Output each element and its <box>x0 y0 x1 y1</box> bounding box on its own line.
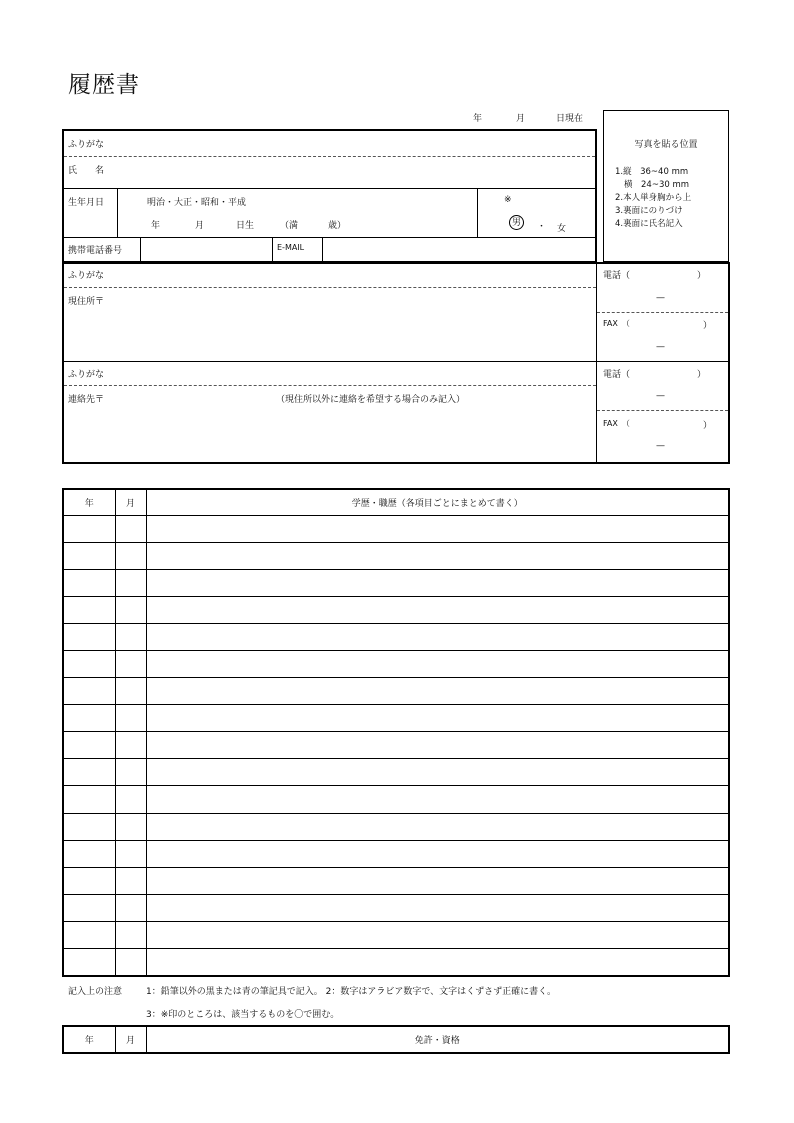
divider <box>64 287 596 288</box>
history-row <box>63 515 729 542</box>
history-row <box>63 650 729 677</box>
divider <box>596 263 597 463</box>
divider <box>322 237 323 262</box>
history-cell-month[interactable] <box>115 759 146 786</box>
history-row <box>63 921 729 948</box>
history-cell-month[interactable] <box>115 840 146 867</box>
divider <box>64 385 596 386</box>
history-cell-content[interactable] <box>146 678 729 705</box>
address-fax-label: FAX （ <box>603 319 630 328</box>
history-cell-month[interactable] <box>115 732 146 759</box>
history-col-content: 学歴・職歴（各項目ごとにまとめて書く） <box>146 489 729 515</box>
history-row <box>63 623 729 650</box>
birth-month-label: 月 <box>195 221 205 231</box>
history-row <box>63 596 729 623</box>
divider <box>272 237 273 262</box>
history-cell-month[interactable] <box>115 705 146 732</box>
history-cell-month[interactable] <box>115 786 146 813</box>
history-cell-month[interactable] <box>115 569 146 596</box>
gender-female-option[interactable]: 女 <box>557 224 567 234</box>
photo-instruction-2: 2.本人単身胸から上 <box>615 193 692 203</box>
history-row <box>63 759 729 786</box>
notes-heading: 記入上の注意 <box>68 987 123 997</box>
history-cell-year[interactable] <box>63 705 115 732</box>
history-cell-month[interactable] <box>115 949 146 976</box>
divider <box>477 188 478 237</box>
male-circle: 男 <box>509 215 524 230</box>
era-options[interactable]: 明治・大正・昭和・平成 <box>147 198 247 208</box>
history-cell-content[interactable] <box>146 705 729 732</box>
divider <box>597 410 728 411</box>
history-cell-month[interactable] <box>115 515 146 542</box>
history-cell-year[interactable] <box>63 650 115 677</box>
contact-phone-label: 電話（ <box>603 370 631 380</box>
date-day-label: 日現在 <box>556 114 584 124</box>
divider <box>64 156 595 157</box>
history-cell-year[interactable] <box>63 732 115 759</box>
history-row <box>63 678 729 705</box>
history-col-year: 年 <box>63 489 115 515</box>
history-row <box>63 949 729 976</box>
history-cell-month[interactable] <box>115 867 146 894</box>
history-row <box>63 705 729 732</box>
address-phone-dash: — <box>656 293 665 303</box>
address-phone-close: ） <box>697 271 707 281</box>
history-cell-content[interactable] <box>146 813 729 840</box>
history-row <box>63 569 729 596</box>
photo-instruction-3: 3.裏面にのりづけ <box>615 206 683 216</box>
history-cell-year[interactable] <box>63 786 115 813</box>
history-cell-year[interactable] <box>63 623 115 650</box>
history-cell-content[interactable] <box>146 786 729 813</box>
note-mark: ※ <box>504 195 512 205</box>
history-table <box>62 488 730 977</box>
history-cell-content[interactable] <box>146 867 729 894</box>
license-header-row <box>63 1026 729 1053</box>
license-table <box>62 1025 730 1054</box>
history-cell-month[interactable] <box>115 921 146 948</box>
name-input[interactable] <box>170 158 590 186</box>
contact-phone-input[interactable] <box>600 378 725 406</box>
furigana-label: ふりがな <box>68 140 105 150</box>
email-label: E-MAIL <box>277 243 305 252</box>
history-cell-year[interactable] <box>63 813 115 840</box>
history-cell-year[interactable] <box>63 840 115 867</box>
photo-instruction-1b: 横 24~30 mm <box>624 180 690 190</box>
license-col-month: 月 <box>115 1026 146 1053</box>
contact-label: 連絡先〒 <box>68 395 105 405</box>
history-cell-year[interactable] <box>63 569 115 596</box>
history-cell-month[interactable] <box>115 542 146 569</box>
birth-day-label: 日生 <box>236 221 255 231</box>
history-cell-month[interactable] <box>115 813 146 840</box>
birth-year-label: 年 <box>151 221 161 231</box>
history-cell-content[interactable] <box>146 569 729 596</box>
history-cell-content[interactable] <box>146 515 729 542</box>
history-cell-content[interactable] <box>146 596 729 623</box>
history-row <box>63 894 729 921</box>
history-header-row <box>63 489 729 515</box>
history-cell-year[interactable] <box>63 894 115 921</box>
history-cell-year[interactable] <box>63 542 115 569</box>
address-phone-label: 電話（ <box>603 271 631 281</box>
history-col-month: 月 <box>115 489 146 515</box>
address-fax-dash: — <box>656 342 665 352</box>
address-fax-close: ） <box>703 321 713 331</box>
contact-furigana-label: ふりがな <box>68 370 105 380</box>
history-cell-content[interactable] <box>146 542 729 569</box>
contact-phone-close: ） <box>697 370 707 380</box>
photo-instruction-1: 1.縦 36~40 mm <box>615 167 689 177</box>
history-cell-content[interactable] <box>146 921 729 948</box>
history-row <box>63 813 729 840</box>
history-cell-month[interactable] <box>115 678 146 705</box>
address-furigana-input[interactable] <box>140 265 590 285</box>
history-cell-year[interactable] <box>63 921 115 948</box>
date-year-label: 年 <box>473 114 483 124</box>
history-cell-content[interactable] <box>146 949 729 976</box>
gender-male-option[interactable] <box>509 215 524 230</box>
history-row <box>63 867 729 894</box>
divider <box>140 237 141 262</box>
photo-box-title: 写真を貼る位置 <box>634 140 698 150</box>
photo-instruction-4: 4.裏面に氏名記入 <box>615 219 683 229</box>
history-row <box>63 542 729 569</box>
history-row <box>63 786 729 813</box>
address-input[interactable] <box>120 290 590 358</box>
notes-line-1: 1：鉛筆以外の黒または青の筆記具で記入。 2：数字はアラビア数字で、文字はくずさず正確に書く。 <box>146 987 556 997</box>
history-cell-year[interactable] <box>63 678 115 705</box>
contact-note: （現住所以外に連絡を希望する場合のみ記入） <box>276 395 466 405</box>
history-cell-year[interactable] <box>63 596 115 623</box>
address-furigana-label: ふりがな <box>68 271 105 281</box>
mobile-input[interactable] <box>142 239 270 261</box>
divider <box>64 188 595 189</box>
history-cell-month[interactable] <box>115 596 146 623</box>
license-col-year: 年 <box>63 1026 115 1053</box>
history-cell-month[interactable] <box>115 623 146 650</box>
contact-phone-dash: — <box>656 391 665 401</box>
mobile-label: 携帯電話番号 <box>68 246 123 256</box>
email-input[interactable] <box>324 239 594 261</box>
contact-fax-label: FAX （ <box>603 419 630 428</box>
history-cell-year[interactable] <box>63 867 115 894</box>
history-cell-month[interactable] <box>115 894 146 921</box>
address-label: 現住所〒 <box>68 297 105 307</box>
notes-line-2: 3：※印のところは、該当するものを〇で囲む。 <box>146 1010 340 1020</box>
history-cell-year[interactable] <box>63 949 115 976</box>
contact-input[interactable] <box>120 406 590 460</box>
license-col-content: 免許・資格 <box>146 1026 729 1053</box>
divider <box>117 188 118 237</box>
history-cell-content[interactable] <box>146 894 729 921</box>
name-label: 氏 名 <box>68 166 105 176</box>
history-cell-content[interactable] <box>146 732 729 759</box>
gender-separator: ・ <box>537 222 547 232</box>
photo-box[interactable] <box>603 110 729 262</box>
address-fax-input[interactable] <box>600 330 725 358</box>
contact-fax-input[interactable] <box>600 430 725 458</box>
history-cell-content[interactable] <box>146 650 729 677</box>
history-cell-content[interactable] <box>146 623 729 650</box>
document-title: 履歴書 <box>68 72 140 98</box>
divider <box>597 312 728 313</box>
history-row <box>63 732 729 759</box>
history-cell-month[interactable] <box>115 650 146 677</box>
contact-fax-close: ） <box>703 421 713 431</box>
furigana-input[interactable] <box>170 134 590 154</box>
divider <box>64 361 728 362</box>
history-cell-content[interactable] <box>146 840 729 867</box>
contact-fax-dash: — <box>656 441 665 451</box>
age-open-label: （満 <box>280 221 299 231</box>
age-close-label: 歳） <box>328 221 347 231</box>
birthdate-label: 生年月日 <box>68 198 105 208</box>
contact-furigana-input[interactable] <box>140 364 590 384</box>
address-phone-input[interactable] <box>600 280 725 308</box>
divider <box>64 237 595 238</box>
history-row <box>63 840 729 867</box>
history-cell-content[interactable] <box>146 759 729 786</box>
history-cell-year[interactable] <box>63 515 115 542</box>
history-cell-year[interactable] <box>63 759 115 786</box>
date-month-label: 月 <box>516 114 526 124</box>
